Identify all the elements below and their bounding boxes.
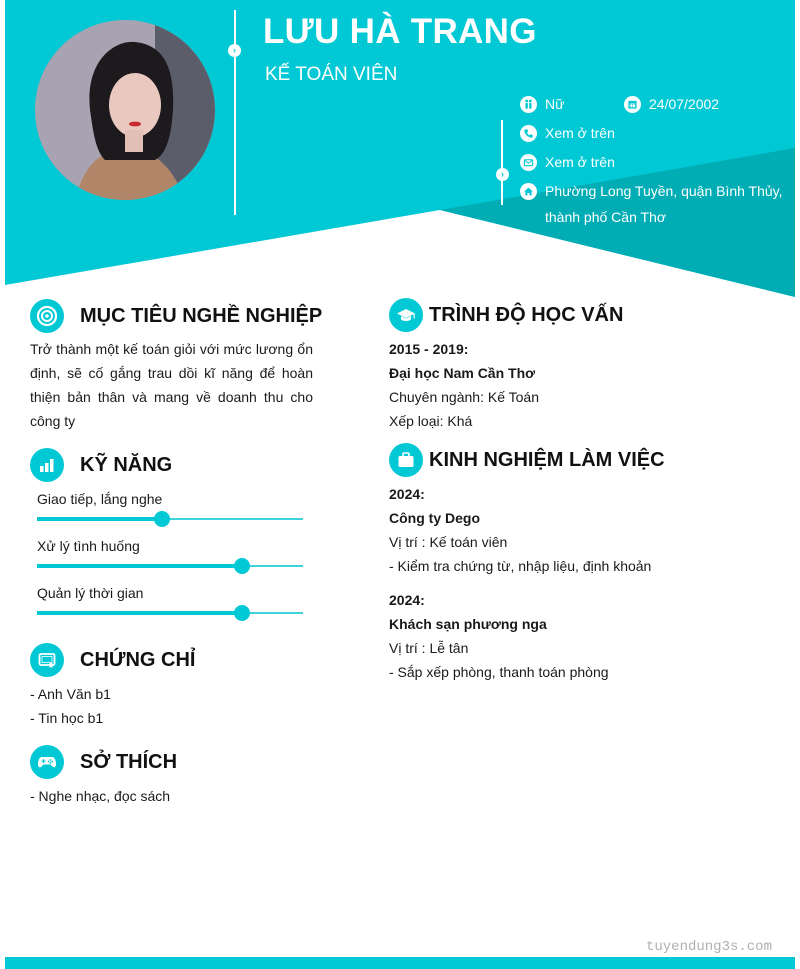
section-title: KINH NGHIỆM LÀM VIỆC	[429, 448, 665, 471]
info-divider-line	[501, 120, 503, 205]
education-major: Chuyên ngành: Kế Toán	[389, 389, 539, 405]
section-title: SỞ THÍCH	[80, 750, 178, 773]
education-period: 2015 - 2019:	[389, 341, 469, 357]
email-icon	[520, 154, 537, 171]
info-address	[520, 183, 783, 230]
education-school: Đại học Nam Cần Thơ	[389, 365, 536, 381]
candidate-name: LƯU HÀ TRANG	[263, 12, 537, 51]
address-line-2: thành phố Cần Thơ	[545, 209, 667, 225]
phone-icon	[520, 125, 537, 142]
objective-text: Trở thành một kế toán giỏi với mức lương ổn định, sẽ cố gắng trau dồi kĩ năng để hoàn thiện bản thân và mang về doanh thu cho công ty	[30, 341, 313, 429]
skill-knob	[154, 511, 170, 527]
section-title: MỤC TIÊU NGHỀ NGHIỆP	[80, 304, 323, 327]
section-title: TRÌNH ĐỘ HỌC VẤN	[429, 303, 624, 326]
section-skills-header	[30, 448, 172, 482]
job-company: Khách sạn phương nga	[389, 616, 547, 632]
job-company: Công ty Dego	[389, 510, 480, 526]
address-line-1: Phường Long Tuyền, quận Bình Thủy,	[545, 183, 783, 199]
certificate-item: - Tin học b1	[30, 710, 104, 726]
calendar-icon	[624, 96, 641, 113]
section-experience-header	[389, 443, 665, 477]
gender-value: Nữ	[545, 96, 565, 112]
job-duty: - Kiểm tra chứng từ, nhập liệu, định khoản	[389, 558, 652, 574]
header-divider-line	[234, 10, 236, 215]
avatar	[35, 20, 215, 200]
certificate-item: - Anh Văn b1	[30, 686, 111, 702]
job-period: 2024:	[389, 486, 425, 502]
watermark: tuyendung3s.com	[645, 939, 772, 955]
job-position: Vị trí : Kế toán viên	[389, 534, 508, 550]
graduation-cap-icon	[389, 298, 423, 332]
target-icon	[30, 299, 64, 333]
job-position: Vị trí : Lễ tân	[389, 640, 469, 656]
chevron-right-icon: ›	[228, 44, 241, 57]
info-phone	[520, 125, 615, 146]
skill-label: Xử lý tình huống	[37, 538, 140, 554]
info-email	[520, 154, 615, 175]
briefcase-icon	[389, 443, 423, 477]
home-icon	[520, 183, 537, 200]
email-value: Xem ở trên	[545, 154, 615, 170]
section-certificates-header	[30, 643, 195, 677]
skill-bar	[37, 565, 303, 567]
job-title: KẾ TOÁN VIÊN	[265, 64, 398, 85]
footer-bar	[5, 957, 795, 969]
skill-label: Quản lý thời gian	[37, 585, 144, 601]
education-grade: Xếp loại: Khá	[389, 413, 473, 429]
gamepad-icon	[30, 745, 64, 779]
info-gender	[520, 96, 564, 117]
section-objective-header	[30, 299, 322, 333]
section-title: KỸ NĂNG	[80, 453, 173, 476]
skill-bar	[37, 612, 303, 614]
skill-knob	[234, 605, 250, 621]
section-education-header	[389, 298, 623, 332]
skill-knob	[234, 558, 250, 574]
hobby-item: - Nghe nhạc, đọc sách	[30, 788, 171, 804]
skill-bar	[37, 518, 303, 520]
skill-label: Giao tiếp, lắng nghe	[37, 491, 163, 507]
info-birthday	[624, 96, 719, 117]
bar-chart-icon	[30, 448, 64, 482]
chevron-right-icon: ›	[496, 168, 509, 181]
certificate-icon	[30, 643, 64, 677]
job-period: 2024:	[389, 592, 425, 608]
section-hobbies-header	[30, 745, 177, 779]
phone-value: Xem ở trên	[545, 125, 615, 141]
section-title: CHỨNG CHỈ	[80, 648, 196, 671]
birthday-value: 24/07/2002	[649, 96, 720, 112]
gender-icon	[520, 96, 537, 113]
job-duty: - Sắp xếp phòng, thanh toán phòng	[389, 664, 609, 680]
